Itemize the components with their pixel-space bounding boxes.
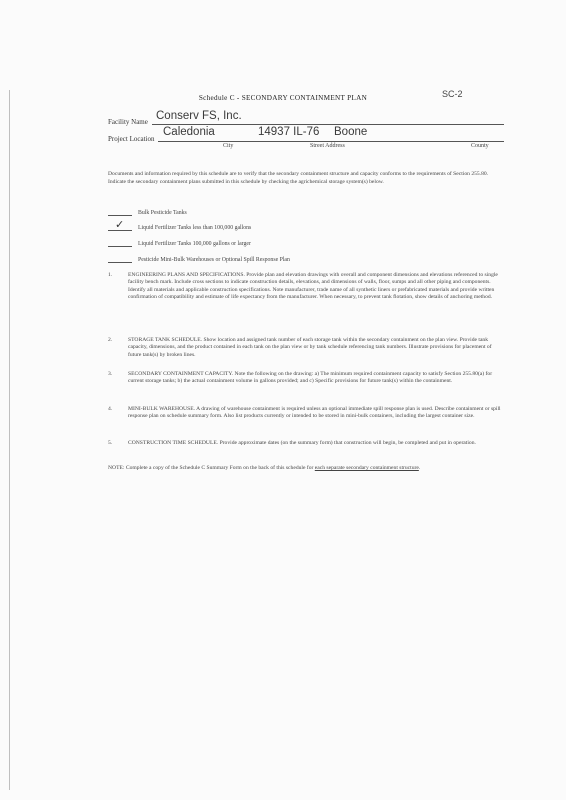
note-underlined: each separate secondary containment structure — [314, 465, 419, 471]
footer-note — [108, 465, 508, 473]
county-label: County — [471, 143, 489, 149]
check-blank[interactable] — [108, 238, 132, 247]
note-prefix: NOTE: Complete a copy of the Schedule C Summary Form on the back of this schedule for — [108, 465, 315, 471]
project-location-line — [158, 141, 504, 142]
item-number: 2. — [108, 337, 113, 343]
item-number: 5. — [108, 440, 113, 446]
facility-name-line — [152, 124, 504, 125]
checklist-label: Liquid Fertilizer Tanks less than 100,000 gallons — [138, 225, 252, 231]
item-text: STORAGE TANK SCHEDULE. Show location and assigned tank number of each storage tank within the secondary containment on the plan view. Provide tank capacity, dimensions, and the product contained in each tank on the plan view or by tank schedule referencing tank numbers. Illustrate provisions for placement of future tank(s) by broken lines. — [128, 337, 492, 358]
project-location-label: Project Location — [108, 135, 155, 143]
item-text: CONSTRUCTION TIME SCHEDULE. Provide approximate dates (on the summary form) that construction will begin, be completed and put in operation. — [128, 440, 476, 446]
street-value: 14937 IL-76 — [258, 126, 320, 138]
margin-rule — [9, 90, 10, 790]
check-blank[interactable] — [108, 207, 132, 216]
item-number: 4. — [108, 406, 113, 412]
facility-name-value: Conserv FS, Inc. — [156, 110, 242, 122]
item-number: 1. — [108, 272, 113, 278]
check-blank[interactable] — [108, 254, 132, 263]
item-text: MINI-BULK WAREHOUSE. A drawing of warehouse containment is required unless an optional immediate spill response plan is used. Describe containment or spill response plan on schedule summary form. Also list products currently or intended to be stored in mini-bulk containers, including the largest container size. — [128, 406, 501, 420]
intro-paragraph: Documents and information required by this schedule are to verify that the secondary containment structure and capacity conforms to the requirements of Section 255.80. Indicate the secondary containment plans submitted in this schedule by checking the agrichemical storage system(s) below. — [108, 171, 489, 185]
note-suffix: . — [418, 465, 421, 471]
item-text: ENGINEERING PLANS AND SPECIFICATIONS. Provide plan and elevation drawings with overall and component dimensions and elevations referenced to single facility bench mark. Include cross sections to indicate construction details, elevations, and dimensions of walls, floor, sumps and all other piping and components. Identify all materials and applicable construction specifications. Note manufacturer, trade name of all synthetic liners or prefabricated materials and provide written confirmation of compatibility and estimate of life expectancy from the manufacturer. When necessary, to prevent tank flotation, show details of anchoring method. — [128, 272, 498, 300]
item-number: 3. — [108, 371, 113, 377]
checklist-item-liquid-small — [108, 218, 252, 231]
check-blank[interactable] — [108, 218, 132, 231]
city-value: Caledonia — [163, 126, 215, 138]
city-label: City — [223, 143, 234, 149]
checklist-item-bulk-pesticide — [108, 207, 187, 216]
checklist-label: Pesticide Mini-Bulk Warehouses or Optional Spill Response Plan — [138, 257, 290, 263]
checklist-item-liquid-large — [108, 238, 251, 247]
item-text: SECONDARY CONTAINMENT CAPACITY. Note the following on the drawing: a) The minimum required containment capacity to satisfy Section 255.80(a) for current storage tanks; b) the actual containment volume in gallons provided; and c) Specific provisions for future tank(s) within the containment. — [128, 371, 493, 385]
form-code: SC-2 — [442, 89, 463, 99]
checkmark-icon: ✓ — [115, 218, 125, 231]
facility-name-label: Facility Name — [108, 118, 148, 126]
county-value: Boone — [334, 126, 368, 138]
checklist-label: Bulk Pesticide Tanks — [138, 210, 187, 216]
street-label: Street Address — [310, 143, 345, 149]
checklist-item-mini-bulk — [108, 254, 290, 263]
checklist-label: Liquid Fertilizer Tanks 100,000 gallons or larger — [138, 241, 251, 247]
page-title: Schedule C - SECONDARY CONTAINMENT PLAN — [198, 94, 368, 102]
